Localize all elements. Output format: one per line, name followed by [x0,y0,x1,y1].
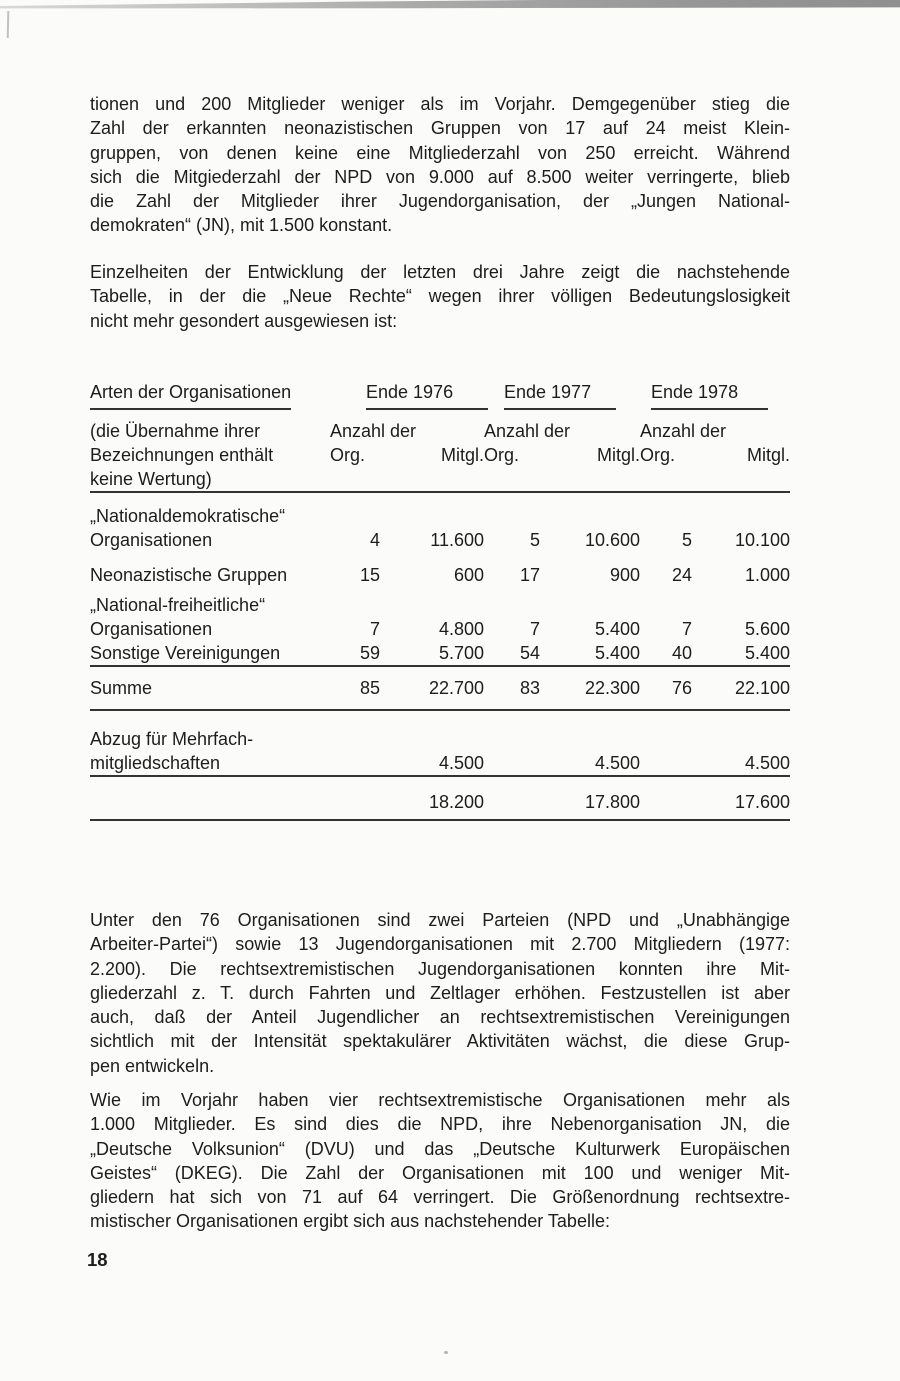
cell-org-1978: 24 [671,565,692,585]
cell-mitgl-1978: 1.000 [744,565,790,585]
subheader-1978 [640,410,790,491]
text-line: „Deutsche Volksunion“ (DVU) und das „Deutsche Kulturwerk Europäischen [90,1138,790,1159]
scan-speck [444,1351,448,1354]
year-header-1977: Ende 1977 [504,380,616,410]
summe-mitgl-1977: 22.300 [584,678,640,698]
scan-corner-mark [7,11,10,38]
row-label [90,493,330,552]
col-mitgl-label: Mitgl. [440,445,484,465]
text-line: Tabelle, in der die „Neue Rechte“ wegen ihrer völligen Bedeutungslosigkeit [90,286,790,307]
cell-org-1976: 4 [369,530,380,550]
note-line: (die Übernahme ihrer [90,421,261,441]
summe-row [90,667,790,709]
summe-mitgl-1976: 22.700 [428,678,484,698]
text-line: pen entwickeln. [90,1055,215,1076]
paragraph-1 [90,92,790,238]
text-line: Wie im Vorjahr haben vier rechtsextremistische Organisationen mehr als [90,1090,790,1110]
netto-mitgl-1978: 17.600 [734,792,790,812]
page-number: 18 [87,1249,108,1270]
cell-mitgl-1977: 5.400 [594,619,640,639]
text-line: Unter den 76 Organisationen sind zwei Parteien (NPD und „Unabhängige [90,910,790,930]
table-rule [90,819,790,821]
abzug-mitgl-1976: 4.500 [438,753,484,773]
column-title-arten: Arten der Organisationen [90,380,291,410]
summe-label: Summe [90,678,153,698]
summe-org-1977: 83 [519,678,540,698]
row-label-line: mitgliedschaften [90,753,221,773]
cell-org-1976: 15 [359,565,380,585]
subheader-1977 [484,410,640,491]
cell-mitgl-1977: 900 [609,565,640,585]
year-header-1978: Ende 1978 [651,380,768,410]
cell-mitgl-1976: 4.800 [438,619,484,639]
table-row [90,641,790,665]
row-label [90,641,330,665]
organisations-statistics-table [90,378,790,821]
cell-mitgl-1978: 5.600 [744,619,790,639]
row-label-line: „National-freiheitliche“ [90,595,266,615]
text-line: sichtlich mit der Intensität spektakulärer Aktivitäten wächst, die diese Grup- [90,1031,790,1052]
netto-mitgl-1977: 17.800 [584,792,640,812]
cell-org-1977: 17 [519,565,540,585]
col-org-label: Org. [640,445,676,465]
row-label-line: Organisationen [90,619,213,639]
text-line: Einzelheiten der Entwicklung der letzten drei Jahre zeigt die nachstehende [90,262,790,282]
col-mitgl-label: Mitgl. [596,445,640,465]
text-line: auch, daß der Anteil Jugendlicher an rechtsextremistischen Vereinigungen [90,1007,790,1028]
table-row [90,552,790,587]
abzug-mitgl-1978: 4.500 [744,753,790,773]
summe-mitgl-1978: 22.100 [734,678,790,698]
cell-mitgl-1976: 5.700 [438,643,484,663]
text-line: mistischer Organisationen ergibt sich aus nachstehender Tabelle: [90,1211,610,1232]
table-header-row [90,378,790,410]
abzug-mitgl-1977: 4.500 [594,753,640,773]
cell-mitgl-1978: 10.100 [734,530,790,550]
year-header-1976: Ende 1976 [366,380,488,410]
row-label-line: „Nationaldemokratische“ [90,506,286,526]
cell-mitgl-1976: 11.600 [430,530,484,550]
row-label [90,587,330,641]
text-line: Arbeiter-Partei“) sowie 13 Jugendorganisationen mit 2.700 Mitgliedern (1977: [90,934,790,955]
text-line: 1.000 Mitglieder. Es sind dies die NPD, ihre Nebenorganisation JN, die [90,1114,790,1135]
cell-org-1976: 7 [369,619,380,639]
scan-edge-bar [0,0,900,10]
row-label-line: Neonazistische Gruppen [90,565,288,585]
row-label [90,552,330,587]
table-row [90,493,790,552]
subheader-anzahl: Anzahl der [640,421,727,441]
text-line: gliederzahl z. T. durch Fahrten und Zeltlager erhöhen. Festzustellen ist aber [90,982,790,1003]
col-mitgl-label: Mitgl. [746,445,790,465]
cell-org-1978: 5 [681,530,692,550]
text-line: sich die Mitgiederzahl der NPD von 9.000 auf 8.500 weiter verringerte, blieb [90,166,790,187]
note-line: keine Wertung) [90,469,212,489]
text-line: tionen und 200 Mitglieder weniger als im Vorjahr. Demgegenüber stieg die [90,94,790,114]
subheader-1976 [330,410,484,491]
text-line: Geistes“ (DKEG). Die Zahl der Organisationen mit 100 und weniger Mit- [90,1162,790,1183]
paragraph-3 [90,908,790,1078]
cell-org-1978: 7 [681,619,692,639]
col-org-label: Org. [330,445,366,465]
netto-mitgl-1976: 18.200 [428,792,484,812]
table-subheader-row [90,410,790,491]
text-line: die Zahl der Mitglieder ihrer Jugendorganisation, der „Jungen National- [90,191,790,212]
row-label-line: Abzug für Mehrfach- [90,729,254,749]
summe-org-1978: 76 [671,678,692,698]
cell-org-1977: 54 [519,643,540,663]
netto-row [90,777,790,819]
row-label-line: Sonstige Vereinigungen [90,643,281,663]
abzug-label [90,711,330,775]
column-note [90,410,330,491]
paragraph-2 [90,260,790,333]
table-row [90,587,790,641]
text-line: demokraten“ (JN), mit 1.500 konstant. [90,215,393,236]
subheader-anzahl: Anzahl der [330,421,417,441]
subheader-anzahl: Anzahl der [484,421,571,441]
cell-org-1977: 7 [529,619,540,639]
row-label-line: Organisationen [90,530,213,550]
paragraph-4 [90,1088,790,1234]
cell-mitgl-1977: 5.400 [594,643,640,663]
col-org-label: Org. [484,445,520,465]
text-line: Zahl der erkannten neonazistischen Gruppen von 17 auf 24 meist Klein- [90,118,790,139]
cell-mitgl-1977: 10.600 [584,530,640,550]
text-line: 2.200). Die rechtsextremistischen Jugendorganisationen konnten ihre Mit- [90,958,790,979]
cell-org-1977: 5 [529,530,540,550]
abzug-row [90,711,790,775]
text-line: gliedern hat sich von 71 auf 64 verringert. Die Größenordnung rechtsextre- [90,1187,790,1208]
cell-mitgl-1978: 5.400 [744,643,790,663]
cell-mitgl-1976: 600 [453,565,484,585]
cell-org-1976: 59 [359,643,380,663]
cell-org-1978: 40 [671,643,692,663]
text-line: nicht mehr gesondert ausgewiesen ist: [90,310,398,331]
summe-org-1976: 85 [359,678,380,698]
note-line: Bezeichnungen enthält [90,445,274,465]
text-line: gruppen, von denen keine eine Mitgliederzahl von 250 erreicht. Während [90,142,790,163]
